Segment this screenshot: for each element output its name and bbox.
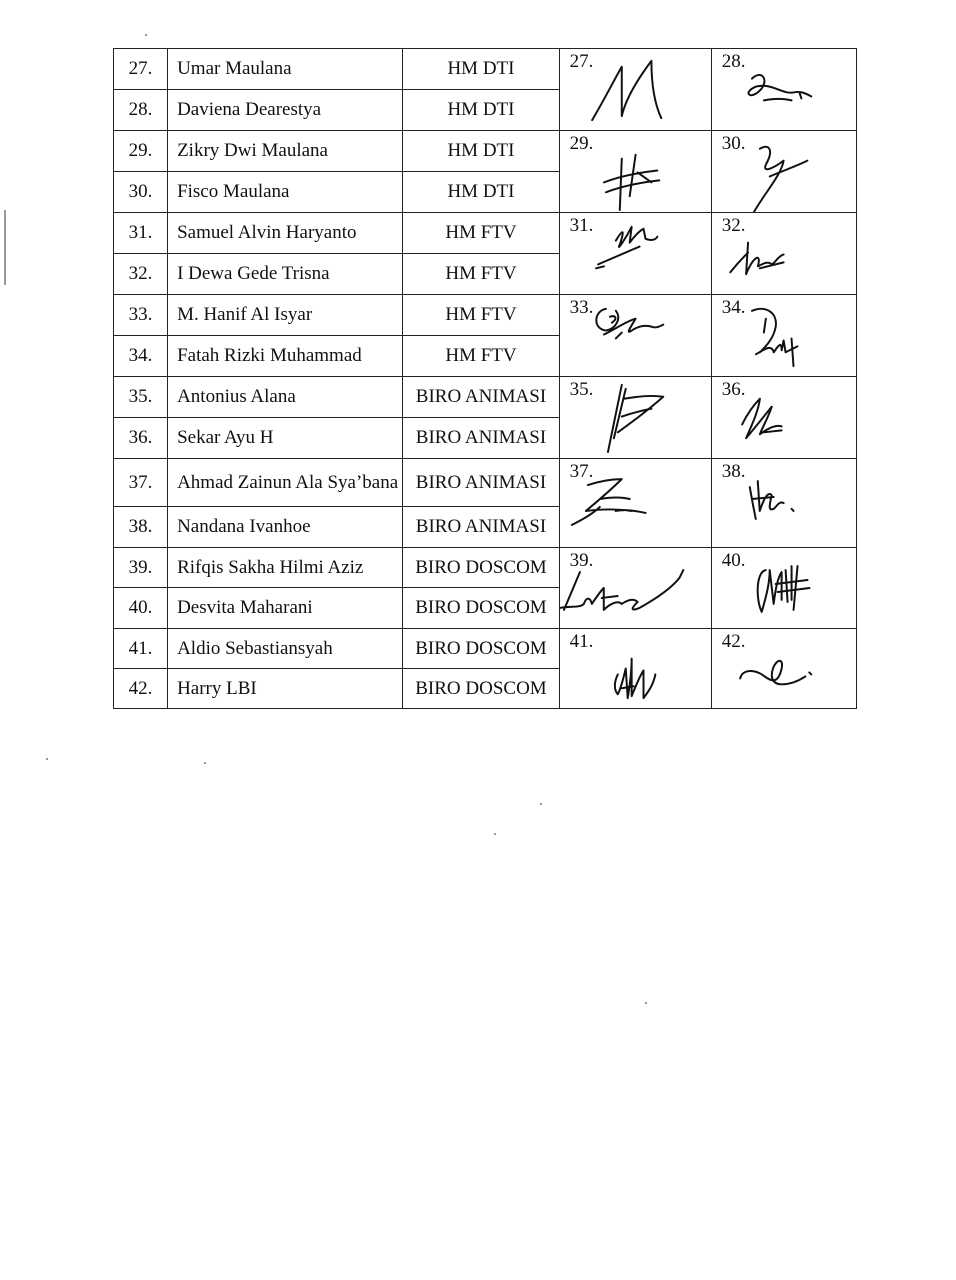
participant-name: Fatah Rizki Muhammad <box>168 336 403 377</box>
row-number: 31. <box>114 213 168 254</box>
signature-image <box>560 459 711 547</box>
signature-cell <box>711 295 856 377</box>
table-row <box>114 295 857 336</box>
row-number: 37. <box>114 459 168 507</box>
signature-number: 41. <box>569 631 594 652</box>
signature-image <box>560 213 711 294</box>
signature-cell <box>559 377 711 459</box>
signature-image <box>712 49 856 130</box>
organization: BIRO DOSCOM <box>403 669 559 709</box>
scan-speck <box>645 1002 647 1004</box>
signature-cell <box>559 213 711 295</box>
signature-cell <box>559 459 711 548</box>
signature-image <box>560 131 711 212</box>
signature-cell <box>559 131 711 213</box>
signature-cell <box>559 548 711 629</box>
row-number: 38. <box>114 507 168 548</box>
organization: BIRO DOSCOM <box>403 548 559 588</box>
row-number: 39. <box>114 548 168 588</box>
signature-image <box>560 548 711 628</box>
table-row <box>114 629 857 669</box>
table-row <box>114 459 857 507</box>
organization: BIRO ANIMASI <box>403 418 559 459</box>
signature-number: 37. <box>569 461 594 482</box>
signature-cell <box>711 131 856 213</box>
scan-edge-mark <box>4 210 6 285</box>
organization: HM DTI <box>403 172 559 213</box>
participant-name: Harry LBI <box>168 669 403 709</box>
signature-number: 35. <box>569 379 594 400</box>
signature-image <box>712 459 856 547</box>
signature-cell <box>711 629 856 709</box>
organization: BIRO DOSCOM <box>403 629 559 669</box>
participant-name: Nandana Ivanhoe <box>168 507 403 548</box>
table-row <box>114 131 857 172</box>
row-number: 42. <box>114 669 168 709</box>
signature-number: 34. <box>721 297 746 318</box>
signature-number: 30. <box>721 133 746 154</box>
organization: HM DTI <box>403 131 559 172</box>
signature-cell <box>711 377 856 459</box>
table-row <box>114 49 857 90</box>
signature-number: 39. <box>569 550 594 571</box>
signature-number: 27. <box>569 51 594 72</box>
signature-number: 28. <box>721 51 746 72</box>
table-row <box>114 548 857 588</box>
signature-image <box>712 377 856 458</box>
participant-name: Sekar Ayu H <box>168 418 403 459</box>
row-number: 36. <box>114 418 168 459</box>
signature-image <box>712 548 856 628</box>
table-row <box>114 377 857 418</box>
row-number: 27. <box>114 49 168 90</box>
row-number: 32. <box>114 254 168 295</box>
participant-name: Samuel Alvin Haryanto <box>168 213 403 254</box>
signature-number: 38. <box>721 461 746 482</box>
row-number: 35. <box>114 377 168 418</box>
participant-name: Fisco Maulana <box>168 172 403 213</box>
participant-name: Aldio Sebastiansyah <box>168 629 403 669</box>
row-number: 29. <box>114 131 168 172</box>
signature-number: 36. <box>721 379 746 400</box>
organization: HM FTV <box>403 254 559 295</box>
organization: HM DTI <box>403 49 559 90</box>
organization: BIRO ANIMASI <box>403 459 559 507</box>
signature-image <box>560 629 711 708</box>
organization: HM FTV <box>403 336 559 377</box>
attendance-table <box>113 48 857 709</box>
signature-image <box>712 213 856 294</box>
signature-cell <box>711 548 856 629</box>
signature-image <box>560 377 711 458</box>
organization: BIRO DOSCOM <box>403 588 559 629</box>
participant-name: Rifqis Sakha Hilmi Aziz <box>168 548 403 588</box>
scan-speck <box>46 758 48 760</box>
participant-name: Daviena Dearestya <box>168 90 403 131</box>
signature-number: 31. <box>569 215 594 236</box>
participant-name: I Dewa Gede Trisna <box>168 254 403 295</box>
signature-cell <box>559 295 711 377</box>
row-number: 40. <box>114 588 168 629</box>
participant-name: Antonius Alana <box>168 377 403 418</box>
signature-number: 33. <box>569 297 594 318</box>
scan-speck <box>540 803 542 805</box>
signature-image <box>712 629 856 708</box>
scan-speck <box>494 833 496 835</box>
participant-name: Ahmad Zainun Ala Sya’bana <box>168 459 403 507</box>
signature-cell <box>559 629 711 709</box>
signature-cell <box>711 213 856 295</box>
row-number: 30. <box>114 172 168 213</box>
organization: HM DTI <box>403 90 559 131</box>
participant-name: Umar Maulana <box>168 49 403 90</box>
scan-speck <box>204 762 206 764</box>
signature-cell <box>711 459 856 548</box>
signature-cell <box>711 49 856 131</box>
organization: BIRO ANIMASI <box>403 377 559 418</box>
participant-name: Zikry Dwi Maulana <box>168 131 403 172</box>
table-row <box>114 213 857 254</box>
organization: HM FTV <box>403 295 559 336</box>
organization: BIRO ANIMASI <box>403 507 559 548</box>
signature-number: 29. <box>569 133 594 154</box>
scan-speck <box>145 34 147 36</box>
row-number: 28. <box>114 90 168 131</box>
signature-number: 42. <box>721 631 746 652</box>
signature-number: 32. <box>721 215 746 236</box>
participant-name: Desvita Maharani <box>168 588 403 629</box>
row-number: 33. <box>114 295 168 336</box>
signature-cell <box>559 49 711 131</box>
signature-number: 40. <box>721 550 746 571</box>
signature-image <box>560 295 711 376</box>
signature-image <box>712 295 856 376</box>
signature-image <box>560 49 711 130</box>
participant-name: M. Hanif Al Isyar <box>168 295 403 336</box>
row-number: 41. <box>114 629 168 669</box>
organization: HM FTV <box>403 213 559 254</box>
row-number: 34. <box>114 336 168 377</box>
